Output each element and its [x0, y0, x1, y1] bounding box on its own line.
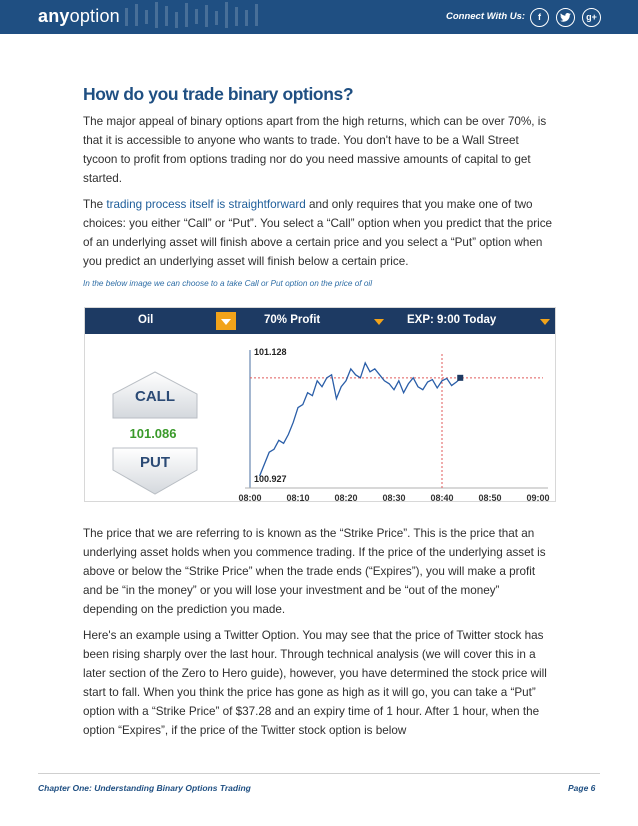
current-price-marker	[457, 375, 463, 381]
price-chart	[85, 334, 555, 501]
x-tick-label: 08:30	[382, 493, 406, 501]
profit-dropdown-icon[interactable]	[374, 319, 384, 325]
trading-widget	[84, 307, 556, 502]
twitter-bird-glyph	[560, 13, 571, 22]
x-tick-label: 09:00	[526, 493, 550, 501]
footer-chapter: Chapter One: Understanding Binary Options Trading	[38, 783, 251, 793]
current-price: 101.086	[129, 426, 177, 441]
widget-toolbar	[85, 308, 555, 334]
paragraph-strike-price: The price that we are referring to is known as the “Strike Price”. This is the price that an underlying asset holds when you commence trading. If the price of the underlying asset is above or below the “Strike Price” when the trade ends (“Expires”), you will make a profit and be “in the money” or you will lose your investment and be “out of the money” depending on the prediction you made.	[83, 527, 546, 616]
article-body	[83, 84, 555, 288]
connect-label: Connect With Us:	[446, 11, 526, 22]
call-button[interactable]: CALL	[135, 388, 175, 405]
logo-suffix: option	[69, 6, 120, 26]
paragraph-call-put-prefix: The	[83, 198, 107, 211]
header-bar	[0, 0, 638, 34]
twitter-icon[interactable]	[556, 8, 575, 27]
x-tick-label: 08:20	[334, 493, 358, 501]
paragraph-intro: The major appeal of binary options apart from the high returns, which can be over 70%, is that it is accessible to anyone who wants to trade. You don't have to be a Wall Street tycoon to profit from options trading nor do you need massive amounts of capital to get started.	[83, 115, 547, 185]
profit-label: 70% Profit	[264, 314, 321, 326]
trading-process-link[interactable]: trading process itself is straightforward	[106, 198, 306, 211]
x-tick-label: 08:00	[238, 493, 262, 501]
asset-label: Oil	[138, 314, 154, 326]
logo[interactable]	[38, 6, 120, 27]
facebook-icon[interactable]: f	[530, 8, 549, 27]
price-series-line	[260, 363, 462, 476]
paragraph-call-put	[83, 195, 555, 271]
expiry-dropdown-icon[interactable]	[540, 319, 550, 325]
x-tick-label: 08:10	[286, 493, 310, 501]
article-title: How do you trade binary options?	[83, 84, 354, 104]
article-body-lower	[83, 524, 555, 740]
expiry-label: EXP: 9:00 Today	[407, 314, 497, 326]
asset-dropdown-icon[interactable]	[216, 312, 236, 330]
x-tick-label: 08:50	[478, 493, 502, 501]
paragraph-call-put-rest: and only requires that you make one of two choices: you either “Call” or “Put”. You select a “Call” option when you predict that the price of an underlying asset will finish above a certain price and you select a “Put” option when you predict an underlying asset will finish below a certain price.	[83, 198, 553, 268]
y-label-high: 101.128	[254, 347, 287, 357]
footer-divider	[38, 773, 600, 774]
candlestick-decoration	[120, 0, 450, 34]
google-plus-icon[interactable]: g+	[582, 8, 601, 27]
put-button[interactable]: PUT	[140, 454, 170, 471]
x-tick-label: 08:40	[430, 493, 454, 501]
y-label-low: 100.927	[254, 474, 287, 484]
footer-page-number: Page 6	[568, 783, 596, 793]
paragraph-twitter-example: Here's an example using a Twitter Option. You may see that the price of Twitter stock has been rising sharply over the last hour. Through technical analysis (we will cover this in a later section of the Zero to Hero guide), however, you have determined the stock price will start to fall. When you think the price has gone as high as it will go, you can take a “Put” option with a “Strike Price” of $37.28 and an expiry time of 1 hour. After 1 hour, when the option “Expires”, if the price of the Twitter stock option is below	[83, 629, 547, 737]
image-caption: In the below image we can choose to a take Call or Put option on the price of oil	[83, 279, 373, 288]
logo-prefix: any	[38, 6, 70, 26]
